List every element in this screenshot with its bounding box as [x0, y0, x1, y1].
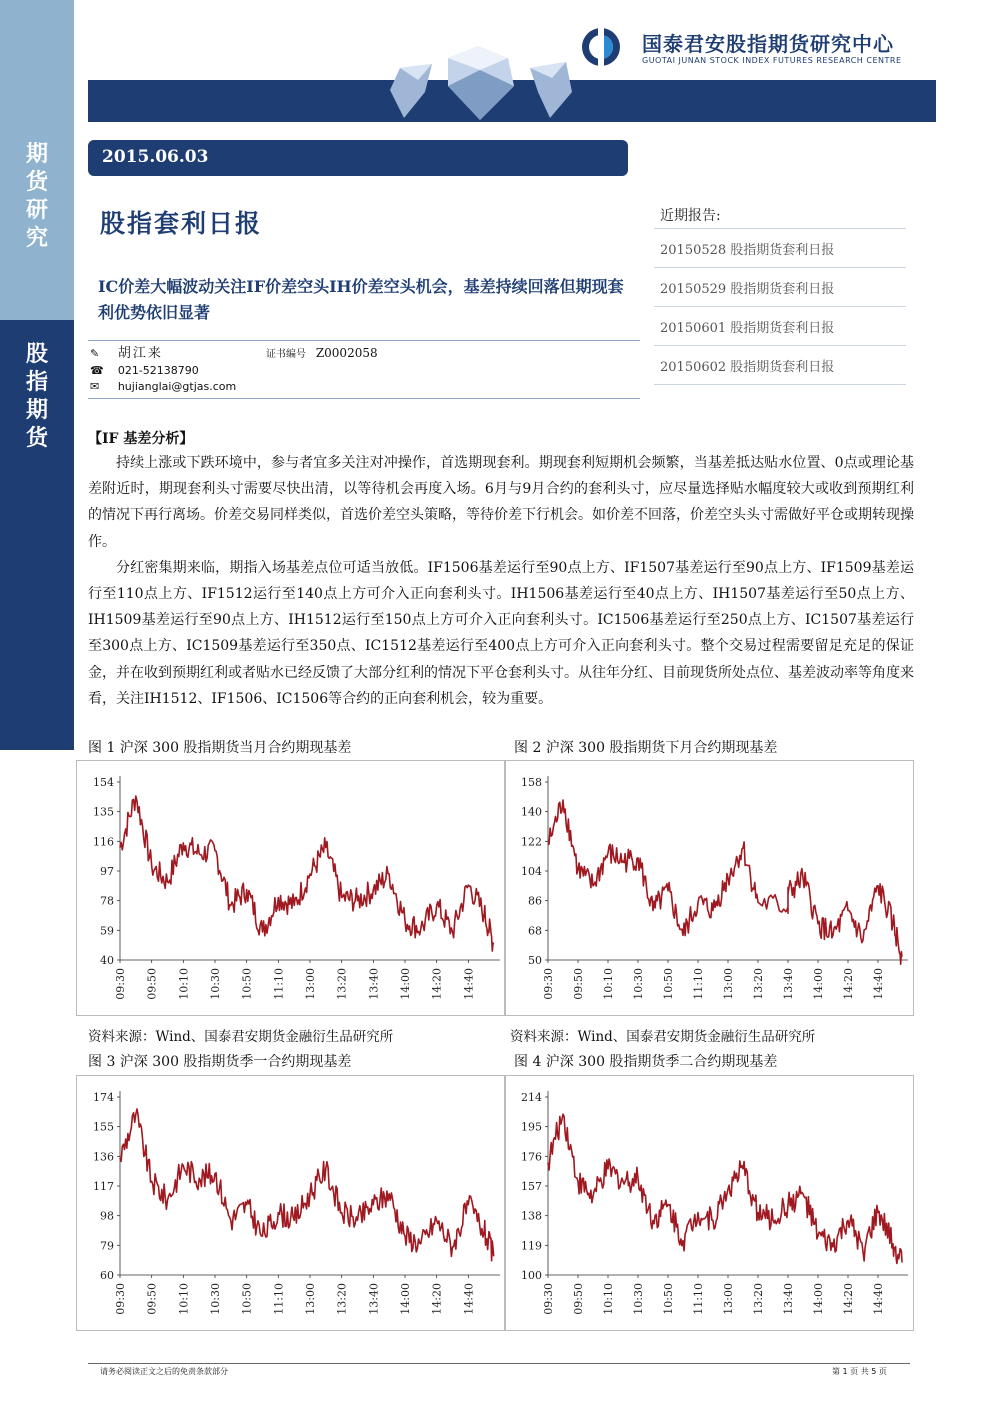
x-tick-label: 13:00 — [304, 1283, 317, 1315]
x-tick-label: 09:30 — [542, 968, 555, 1000]
y-tick-label: 59 — [100, 924, 114, 938]
body-paragraph-1: 持续上涨或下跌环境中，参与者宜多关注对冲操作，首选期现套利。期现套利短期机会频繁，当基差抵达贴水位置、0点或理论基差附近时，期现套利头寸需要尽快出清，以等待机会再度入场。6月与9月合约的套利头寸，应尽量选择贴水幅度较大或收到预期红利的情况下再行离场。价差交易同样类似，首选价差空头策略，等待价差下行机会。如价差不回落，价差空头头寸需做好平仓或期转现操作。 — [88, 455, 914, 550]
y-tick-label: 214 — [521, 1091, 542, 1104]
x-tick-label: 14:00 — [399, 968, 412, 1000]
y-tick-label: 68 — [528, 924, 542, 938]
x-tick-label: 14:40 — [462, 968, 476, 1000]
x-tick-label: 10:10 — [177, 968, 191, 1000]
y-tick-label: 78 — [100, 894, 114, 908]
figure-2-caption: 图 2 沪深 300 股指期货下月合约期现基差 — [514, 740, 778, 756]
basis-series-line — [120, 796, 494, 951]
basis-series-line — [548, 1114, 902, 1263]
footer-divider — [88, 1363, 910, 1364]
x-tick-label: 14:00 — [812, 1283, 825, 1315]
x-tick-label: 13:20 — [752, 1283, 765, 1315]
y-tick-label: 158 — [521, 776, 542, 789]
x-tick-label: 11:10 — [692, 1283, 705, 1315]
x-tick-label: 14:20 — [842, 1283, 855, 1315]
pen-icon: ✎ — [90, 347, 100, 360]
x-tick-label: 09:30 — [114, 968, 127, 1000]
chart-3-frame — [76, 1075, 506, 1335]
chart-source-1: 资料来源：Wind、国泰君安期货金融衍生品研究所 — [88, 1029, 394, 1045]
logo-chinese-name: 国泰君安股指期货研究中心 — [642, 32, 894, 56]
phone-icon: ☎ — [90, 364, 104, 377]
x-tick-label: 13:00 — [304, 968, 317, 1000]
chart-1-frame — [76, 760, 506, 1020]
recent-report-item[interactable]: 20150529 股指期货套利日报 — [654, 267, 906, 306]
y-tick-label: 116 — [93, 835, 114, 849]
y-tick-label: 195 — [521, 1120, 542, 1134]
x-tick-label: 13:20 — [752, 968, 765, 1000]
y-tick-label: 174 — [93, 1091, 114, 1104]
x-tick-label: 11:10 — [272, 968, 286, 1000]
y-tick-label: 98 — [100, 1209, 114, 1223]
logo-english-name: GUOTAI JUNAN STOCK INDEX FUTURES RESEARCH CENTRE — [642, 56, 902, 65]
sidebar-label-research-text: 期货研究 — [25, 141, 48, 251]
x-tick-label: 14:40 — [872, 1283, 885, 1315]
y-tick-label: 140 — [521, 805, 542, 819]
x-tick-label: 14:20 — [430, 968, 444, 1000]
figure-3-caption: 图 3 沪深 300 股指期货季一合约期现基差 — [88, 1054, 352, 1070]
y-tick-label: 97 — [100, 865, 114, 878]
sidebar-label-research — [0, 140, 74, 252]
x-tick-label: 14:00 — [399, 1283, 412, 1315]
author-divider-bottom — [88, 398, 640, 399]
y-tick-label: 86 — [528, 894, 542, 908]
footer-page-number: 第 1 页 共 5 页 — [832, 1367, 887, 1376]
x-tick-label: 10:50 — [240, 1283, 254, 1315]
report-title: 股指套利日报 — [100, 209, 263, 238]
x-tick-label: 09:50 — [145, 1283, 159, 1315]
x-tick-label: 10:30 — [632, 1283, 645, 1315]
y-tick-label: 119 — [521, 1239, 542, 1253]
author-email[interactable]: hujianglai@gtjas.com — [117, 380, 237, 393]
diamond-decoration-icon — [370, 40, 590, 122]
x-tick-label: 14:40 — [872, 968, 885, 1000]
x-tick-label: 13:40 — [782, 968, 795, 1000]
y-tick-label: 79 — [100, 1239, 114, 1253]
y-tick-label: 176 — [521, 1150, 542, 1164]
chart-source-2: 资料来源：Wind、国泰君安期货金融衍生品研究所 — [510, 1029, 816, 1045]
x-tick-label: 13:40 — [367, 968, 381, 1000]
x-tick-label: 13:40 — [367, 1283, 381, 1315]
x-tick-label: 10:10 — [602, 1283, 615, 1315]
basis-series-line — [548, 800, 902, 964]
x-tick-label: 09:50 — [572, 1283, 585, 1315]
x-tick-label: 10:30 — [209, 968, 222, 1000]
recent-report-item[interactable]: 20150528 股指期货套利日报 — [654, 228, 906, 267]
report-date: 2015.06.03 — [102, 147, 209, 167]
sidebar-label-futures — [0, 340, 74, 452]
x-tick-label: 13:40 — [782, 1283, 795, 1315]
recent-report-item[interactable]: 20150601 股指期货套利日报 — [654, 306, 906, 345]
section-heading-if-basis: 【IF 基差分析】 — [88, 431, 194, 447]
mail-icon: ✉ — [90, 380, 100, 393]
x-tick-label: 13:20 — [335, 1283, 349, 1315]
y-tick-label: 122 — [521, 835, 542, 849]
company-logo — [580, 24, 940, 74]
x-tick-label: 10:10 — [177, 1283, 191, 1315]
cert-label: 证书编号 — [266, 349, 306, 360]
x-tick-label: 10:50 — [662, 1283, 675, 1315]
figure-4-caption: 图 4 沪深 300 股指期货季二合约期现基差 — [514, 1054, 778, 1070]
x-tick-label: 10:50 — [240, 968, 254, 1000]
x-tick-label: 14:20 — [842, 968, 855, 1000]
y-tick-label: 157 — [521, 1180, 542, 1193]
y-tick-label: 138 — [521, 1209, 542, 1223]
x-tick-label: 10:30 — [632, 968, 645, 1000]
x-tick-label: 11:10 — [692, 968, 705, 1000]
x-tick-label: 14:40 — [462, 1283, 476, 1315]
x-tick-label: 11:10 — [272, 1283, 286, 1315]
footer-disclaimer: 请务必阅读正文之后的免责条款部分 — [100, 1367, 228, 1376]
x-tick-label: 09:50 — [145, 968, 159, 1000]
author-name: 胡江来 — [117, 346, 163, 361]
y-tick-label: 155 — [93, 1120, 114, 1134]
x-tick-label: 10:30 — [209, 1283, 222, 1315]
sidebar — [0, 0, 74, 1403]
x-tick-label: 13:00 — [722, 968, 735, 1000]
cert-number: Z0002058 — [315, 346, 378, 360]
chart-4-frame — [504, 1075, 914, 1335]
y-tick-label: 136 — [93, 1150, 114, 1164]
recent-reports-heading: 近期报告: — [660, 208, 721, 224]
recent-reports-list — [654, 228, 906, 385]
author-phone: 021-52138790 — [117, 364, 199, 377]
x-tick-label: 13:00 — [722, 1283, 735, 1315]
author-divider-top — [88, 340, 640, 341]
x-tick-label: 14:20 — [430, 1283, 444, 1315]
x-tick-label: 09:50 — [572, 968, 585, 1000]
date-bar — [88, 140, 628, 176]
y-tick-label: 100 — [521, 1269, 542, 1282]
y-tick-label: 104 — [521, 865, 542, 878]
figure-1-caption: 图 1 沪深 300 股指期货当月合约期现基差 — [88, 740, 352, 756]
y-tick-label: 60 — [100, 1269, 114, 1282]
x-tick-label: 13:20 — [335, 968, 349, 1000]
x-tick-label: 10:50 — [662, 968, 675, 1000]
chart-2-frame — [504, 760, 914, 1020]
sidebar-label-futures-text: 股指期货 — [25, 341, 48, 451]
x-tick-label: 09:30 — [542, 1283, 555, 1315]
y-tick-label: 135 — [93, 805, 114, 819]
body-paragraph-2: 分红密集期来临，期指入场基差点位可适当放低。IF1506基差运行至90点上方、IF1507基差运行至90点上方、IF1509基差运行至110点上方、IF1512运行至140点上方可介入正向套利头寸。IH1506基差运行至40点上方、IH1507基差运行至50点上方、IH1509基差运行至90点上方、IH1512运行至150点上方可介入正向套利头寸。IC1506基差运行至250点上方、IC1507基差运行至300点上方、IC1509基差运行至350点、IC1512基差运行至400点上方可介入正向套利头寸。整个交易过程需要留足充足的保证金，并在收到预期红利或者贴水已经反馈了大部分红利的情况下平仓套利头寸。从往年分红、目前现货所处点位、基差波动率等角度来看，关注IH1512、IF1506、IC1506等合约的正向套利机会，较为重要。 — [88, 559, 914, 707]
x-tick-label: 09:30 — [114, 1283, 127, 1315]
y-tick-label: 50 — [528, 954, 542, 967]
y-tick-label: 154 — [93, 776, 114, 789]
body-text — [88, 450, 914, 712]
y-tick-label: 40 — [100, 954, 114, 967]
y-tick-label: 117 — [93, 1180, 114, 1193]
basis-series-line — [120, 1109, 494, 1261]
x-tick-label: 10:10 — [602, 968, 615, 1000]
recent-report-item[interactable]: 20150602 股指期货套利日报 — [654, 345, 906, 385]
x-tick-label: 14:00 — [812, 968, 825, 1000]
report-subtitle: IC价差大幅波动关注IF价差空头IH价差空头机会，基差持续回落但期现套利优势依旧显著 — [98, 277, 624, 322]
